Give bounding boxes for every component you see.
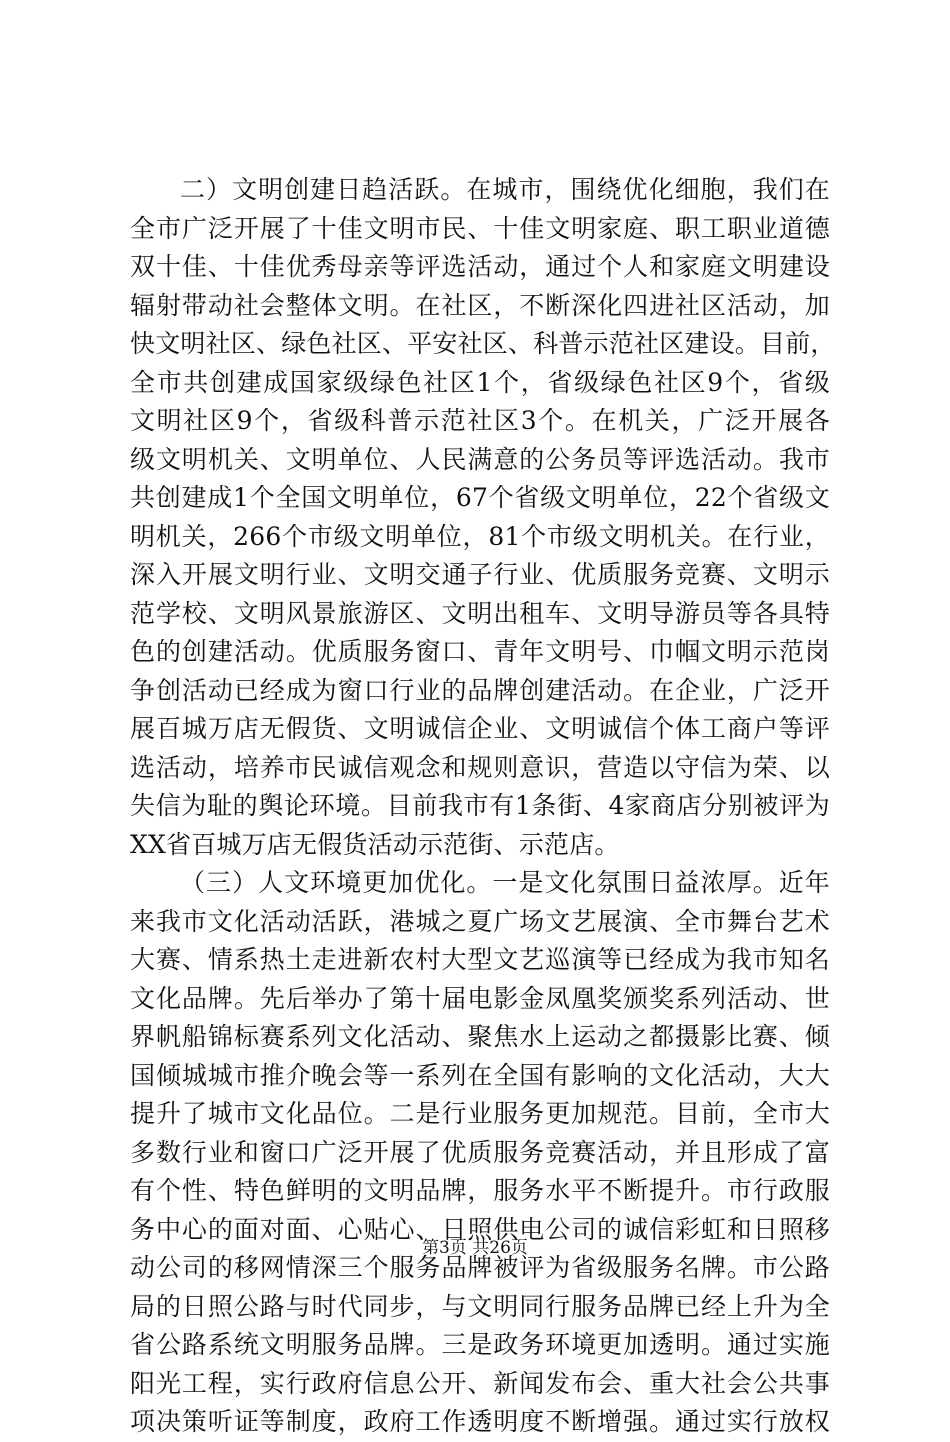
- text-line: 展百城万店无假货、文明诚信企业、文明诚信个体工商户等评: [130, 714, 830, 743]
- text-line: 局的日照公路与时代同步，与文明同行服务品牌已经上升为全: [130, 1291, 830, 1321]
- text-line: 快文明社区、绿色社区、平安社区、科普示范社区建设。目前，: [130, 329, 836, 358]
- text-line: XX省百城万店无假货活动示范街、示范店。: [130, 829, 620, 859]
- text-line: 色的创建活动。优质服务窗口、青年文明号、巾帼文明示范岗: [130, 637, 830, 666]
- text-line: 争创活动已经成为窗口行业的品牌创建活动。在企业，广泛开: [130, 675, 830, 705]
- text-line: 国倾城城市推介晚会等一系列在全国有影响的文化活动，大大: [130, 1060, 830, 1090]
- text-line: 省公路系统文明服务品牌。三是政务环境更加透明。通过实施: [130, 1330, 830, 1359]
- text-line: 级文明机关、文明单位、人民满意的公务员等评选活动。我市: [130, 444, 830, 474]
- text-line: 明机关，266个市级文明单位，81个市级文明机关。在行业，: [130, 521, 830, 551]
- text-line: （三）人文环境更加优化。一是文化氛围日益浓厚。近年: [180, 868, 830, 897]
- text-line: 范学校、文明风景旅游区、文明出租车、文明导游员等各具特: [130, 598, 830, 628]
- text-line: 阳光工程，实行政府信息公开、新闻发布会、重大社会公共事: [130, 1368, 830, 1398]
- paragraph-humanistic-environment: [130, 864, 830, 1442]
- text-line: 文化品牌。先后举办了第十届电影金凤凰奖颁奖系列活动、世: [130, 983, 830, 1013]
- text-line: 务中心的面对面、心贴心、日照供电公司的诚信彩虹和日照移: [130, 1214, 830, 1244]
- text-line: 二）文明创建日趋活跃。在城市，围绕优化细胞，我们在: [180, 175, 830, 204]
- text-line: 提升了城市文化品位。二是行业服务更加规范。目前，全市大: [130, 1099, 830, 1128]
- text-line: 全市广泛开展了十佳文明市民、十佳文明家庭、职工职业道德: [130, 213, 830, 243]
- text-line: 失信为耻的舆论环境。目前我市有1条街、4家商店分别被评为: [130, 791, 830, 820]
- text-line: 深入开展文明行业、文明交通子行业、优质服务竞赛、文明示: [130, 560, 830, 589]
- text-line: 共创建成1个全国文明单位，67个省级文明单位，22个省级文: [130, 483, 830, 512]
- page-number-footer: 第3页 共26页: [422, 1238, 528, 1258]
- text-line: 项决策听证等制度，政府工作透明度不断增强。通过实行放权: [130, 1407, 830, 1436]
- text-line: 来我市文化活动活跃，港城之夏广场文艺展演、全市舞台艺术: [130, 906, 830, 936]
- paragraph-cultural-creation: [130, 171, 836, 864]
- text-line: 文明社区9个，省级科普示范社区3个。在机关，广泛开展各: [130, 406, 830, 435]
- text-line: 动公司的移网情深三个服务品牌被评为省级服务名牌。市公路: [130, 1253, 830, 1282]
- text-line: 大赛、情系热土走进新农村大型文艺巡演等已经成为我市知名: [130, 945, 830, 974]
- text-line: 双十佳、十佳优秀母亲等评选活动，通过个人和家庭文明建设: [130, 252, 830, 281]
- text-line: 界帆船锦标赛系列文化活动、聚焦水上运动之都摄影比赛、倾: [130, 1022, 830, 1051]
- text-line: 选活动，培养市民诚信观念和规则意识，营造以守信为荣、以: [130, 752, 830, 782]
- text-line: 有个性、特色鲜明的文明品牌，服务水平不断提升。市行政服: [130, 1176, 830, 1205]
- text-line: 辐射带动社会整体文明。在社区，不断深化四进社区活动，加: [130, 290, 830, 320]
- text-line: 全市共创建成国家级绿色社区1个，省级绿色社区9个，省级: [130, 367, 830, 397]
- text-line: 多数行业和窗口广泛开展了优质服务竞赛活动，并且形成了富: [130, 1137, 830, 1167]
